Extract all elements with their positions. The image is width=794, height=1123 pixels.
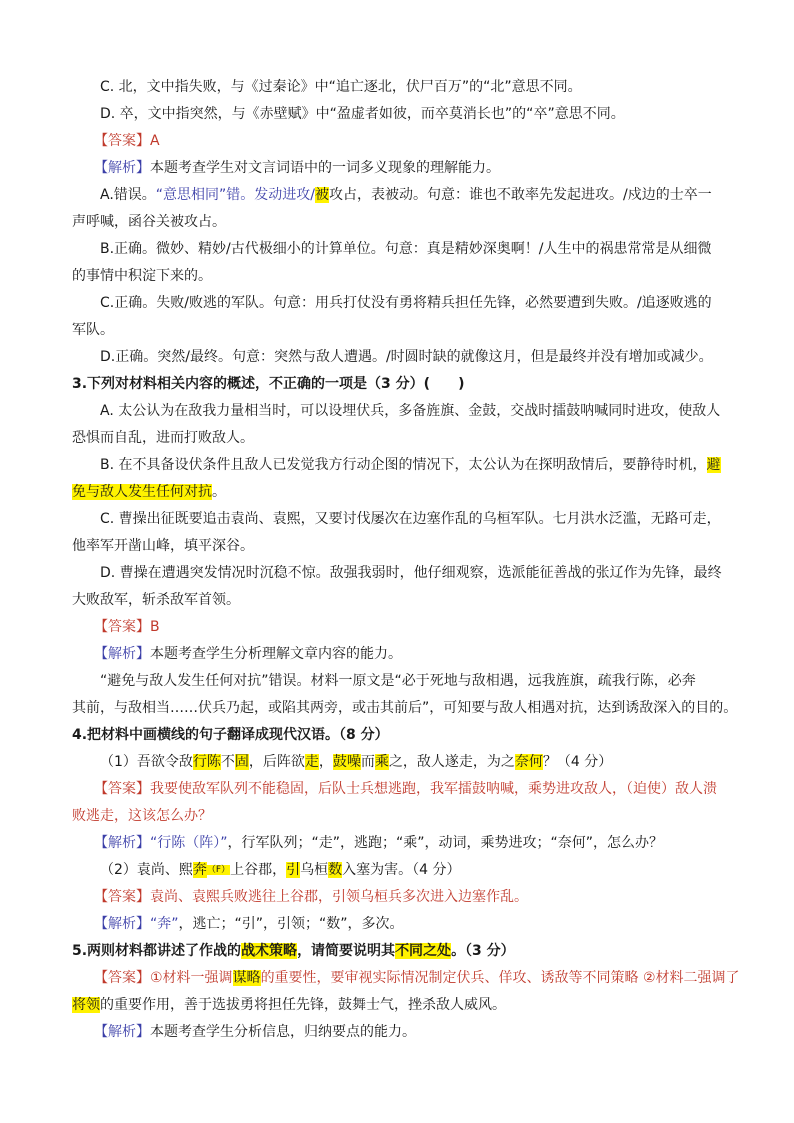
- highlight: （F）: [206, 865, 231, 875]
- highlight: 将领: [72, 997, 100, 1013]
- answer-text: 的重要性，要审视实际情况制定伏兵、佯攻、诱敌等不同策略 ②材料二强调了: [260, 970, 740, 986]
- analysis-text: 本题考查学生分析理解文章内容的能力。: [150, 646, 402, 662]
- highlight: 谋略: [232, 970, 261, 986]
- answer-text: 我要使敌军队列不能稳固，后队士兵想逃跑，我军擂鼓呐喊，乘势进攻敌人，（迫使）敌人溃: [150, 781, 717, 797]
- highlight: 避: [706, 457, 721, 473]
- answer-tag: 【答案】: [94, 133, 150, 149]
- answer-value: B: [150, 619, 160, 635]
- text: 他率军开凿山峰，填平深谷。: [72, 538, 254, 554]
- q4-title: [72, 724, 389, 746]
- q5-analysis: [72, 1021, 416, 1043]
- q2-c-line1: [72, 292, 712, 314]
- text: C.正确。失败/败逃的军队。句意：用兵打仗没有勇将精兵担任先锋，必然要遭到失败。/追逐败逃的: [100, 295, 712, 311]
- highlight: 行陈: [192, 754, 221, 770]
- q2-b-line2: [72, 265, 212, 287]
- text: 的重要作用，善于选拔勇将担任先锋，鼓舞士气，挫杀敌人威风。: [100, 997, 506, 1013]
- q3-a-line1: [72, 400, 720, 422]
- text: 。: [212, 484, 226, 500]
- text: B.正确。微妙、精妙/古代极细小的计算单位。句意：真是精妙深奥啊！/人生中的祸患常常是从细微: [100, 241, 712, 257]
- text: ，逃亡；“引”，引领；“数”，多次。: [178, 916, 404, 932]
- text: 而: [360, 754, 375, 770]
- q4-analysis-1: [72, 832, 663, 854]
- highlight: 走: [304, 754, 319, 770]
- highlight: 数: [328, 862, 343, 878]
- highlight: 免与敌人发生任何对抗: [72, 484, 212, 500]
- q2-a-line1: [72, 184, 712, 206]
- text: 上谷郡，: [230, 862, 287, 878]
- highlight: 鼓噪: [332, 754, 361, 770]
- q5-answer-line1: [72, 967, 740, 989]
- text: “避免与敌人发生任何对抗”错误。材料一原文是“必于死地与敌相遇，远我旌旗，疏我行陈，必奔: [100, 673, 696, 689]
- answer-text: 袁尚、袁熙兵败逃往上谷郡，引领乌桓兵多次进入边塞作乱。: [150, 889, 528, 905]
- highlight: 乘: [374, 754, 389, 770]
- analysis-tag: 【解析】: [94, 160, 150, 176]
- answer-tag: 【答案】: [94, 970, 150, 986]
- text: 乌桓: [300, 862, 329, 878]
- q3-title: [72, 373, 464, 395]
- answer-value: A: [150, 133, 160, 149]
- analysis-tag: 【解析】: [94, 835, 150, 851]
- text: 不: [220, 754, 235, 770]
- q2-c-line2: [72, 319, 114, 341]
- question-title: 4.把材料中画横线的句子翻译成现代汉语。（8 分）: [72, 727, 389, 743]
- q2-d-line1: [72, 346, 713, 368]
- text: A. 太公认为在敌我力量相当时，可以设埋伏兵，多备旌旗、金鼓，交战时擂鼓呐喊同时进攻，使敌人: [100, 403, 721, 419]
- q5-title: [72, 940, 515, 962]
- text: 之，敌人遂走，为之: [388, 754, 515, 770]
- answer-tag: 【答案】: [94, 889, 150, 905]
- analysis-text: 本题考查学生分析信息，归纳要点的能力。: [150, 1024, 416, 1040]
- quoted-text: “奔”: [150, 916, 179, 932]
- text: （1）吾欲令敌: [100, 754, 193, 770]
- analysis-tag: 【解析】: [94, 646, 150, 662]
- text: 大败敌军，斩杀敌军首领。: [72, 592, 240, 608]
- q3-analysis: [72, 643, 402, 665]
- q2-option-d: [72, 103, 625, 125]
- text: D.正确。突然/最终。句意：突然与敌人遭遇。/时圆时缺的就像这月，但是最终并没有增加或减少。: [100, 349, 713, 365]
- text: D. 曹操在遭遇突发情况时沉稳不惊。敌强我弱时，他仔细观察，选派能征善战的张辽作为先锋，最终: [100, 565, 722, 581]
- text: ？（4 分）: [542, 754, 613, 770]
- q3-c-line1: [72, 508, 721, 530]
- q2-option-c-text: C. 北，文中指失败，与《过秦论》中“追亡逐北，伏尸百万”的“北”意思不同。: [100, 79, 582, 95]
- q4-answer-2: [72, 886, 528, 908]
- text: B. 在不具备设伏条件且敌人已发觉我方行动企图的情况下，太公认为在探明敌情后，要静待时机，: [100, 457, 707, 473]
- q3-exp-line1: [72, 670, 696, 692]
- text: 恐惧而自乱，进而打败敌人。: [72, 430, 254, 446]
- highlight: 不同之处: [395, 943, 452, 959]
- text: 5.两则材料都讲述了作战的: [72, 943, 242, 959]
- q4-sentence-2: [72, 859, 460, 881]
- q3-exp-line2: [72, 697, 737, 719]
- text: ，请简要说明其: [297, 943, 396, 959]
- q4-sentence-1: [72, 751, 612, 773]
- q2-b-line1: [72, 238, 712, 260]
- text: 声呼喊，函谷关被攻占。: [72, 214, 226, 230]
- q2-analysis: [72, 157, 500, 179]
- q3-c-line2: [72, 535, 254, 557]
- q3-b-line2: [72, 481, 226, 503]
- q4-answer-1-line1: [72, 778, 717, 800]
- highlight: 奔: [192, 862, 207, 878]
- text: 入塞为害。（4 分）: [342, 862, 461, 878]
- answer-text: 败逃走，这该怎么办？: [72, 808, 212, 824]
- answer-tag: 【答案】: [94, 619, 150, 635]
- quoted-text: “意思相同”错。发动进攻/: [155, 187, 316, 203]
- q2-option-d-text: D. 卒，文中指突然，与《赤壁赋》中“盈虚者如彼，而卒莫消长也”的“卒”意思不同。: [100, 106, 625, 122]
- text: 。（3 分）: [451, 943, 515, 959]
- q2-answer: [72, 130, 160, 152]
- q4-answer-1-line2: [72, 805, 212, 827]
- q2-option-c: [72, 76, 582, 98]
- quoted-text: “行陈（阵）”: [150, 835, 228, 851]
- analysis-tag: 【解析】: [94, 1024, 150, 1040]
- highlight: 战术策略: [241, 943, 298, 959]
- highlight: 奈何: [514, 754, 543, 770]
- question-title: 3.下列对材料相关内容的概述，不正确的一项是（3 分）( ): [72, 376, 465, 392]
- q3-answer: [72, 616, 160, 638]
- q3-a-line2: [72, 427, 254, 449]
- highlight: 被: [315, 187, 330, 203]
- highlight: 固: [234, 754, 249, 770]
- text: 军队。: [72, 322, 114, 338]
- text: ，行军队列；“走”，逃跑；“乘”，动词，乘势进攻；“奈何”，怎么办？: [227, 835, 664, 851]
- answer-tag: 【答案】: [94, 781, 150, 797]
- text: C. 曹操出征既要追击袁尚、袁熙，又要讨伐屡次在边塞作乱的乌桓军队。七月洪水泛滥，无路可走，: [100, 511, 721, 527]
- text: A.错误。: [100, 187, 156, 203]
- text: 攻占，表被动。句意：谁也不敢率先发起进攻。/戍边的士卒一: [329, 187, 712, 203]
- analysis-text: 本题考查学生对文言词语中的一词多义现象的理解能力。: [150, 160, 500, 176]
- q4-analysis-2: [72, 913, 404, 935]
- text: 的事情中积淀下来的。: [72, 268, 212, 284]
- q3-d-line2: [72, 589, 240, 611]
- q2-a-line2: [72, 211, 226, 233]
- text: ，: [318, 754, 333, 770]
- answer-text: ①材料一强调: [150, 970, 233, 986]
- q3-b-line1: [72, 454, 721, 476]
- text: （2）袁尚、熙: [100, 862, 193, 878]
- q5-answer-line2: [72, 994, 506, 1016]
- text: 其前，与敌相当……伏兵乃起，或陷其两旁，或击其前后”，可知要与敌人相遇对抗，达到诱敌深入的目的。: [72, 700, 738, 716]
- text: ，后阵欲: [248, 754, 305, 770]
- highlight: 引: [286, 862, 301, 878]
- analysis-tag: 【解析】: [94, 916, 150, 932]
- q3-d-line1: [72, 562, 722, 584]
